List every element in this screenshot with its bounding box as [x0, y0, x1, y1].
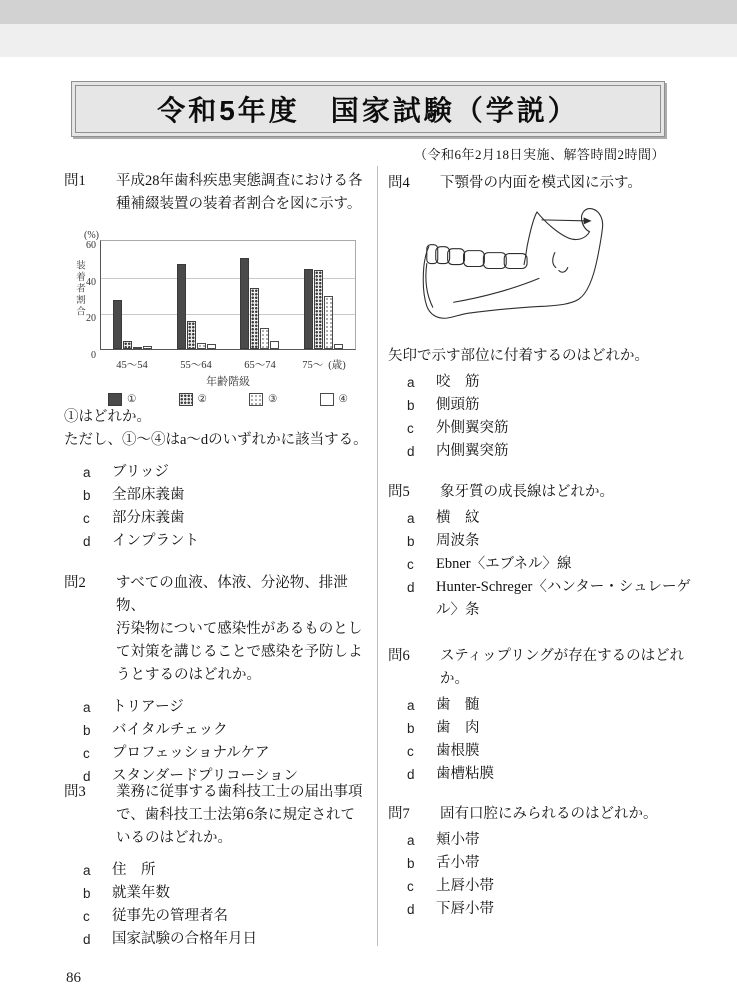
- option-row: [388, 898, 692, 921]
- option-letter: d: [407, 767, 415, 782]
- option-letter: c: [407, 744, 414, 759]
- legend-swatch: [320, 393, 334, 406]
- option-letter: d: [83, 769, 91, 784]
- option-row: [388, 740, 692, 763]
- scan-background-strip-light: [0, 24, 737, 57]
- question-4-stem: 矢印で示す部位に付着するのはどれか。: [388, 348, 649, 364]
- option-letter: b: [407, 534, 415, 549]
- option-row: [64, 530, 372, 553]
- bar-②: [314, 270, 323, 349]
- bar-group: [165, 241, 229, 349]
- question-6-options: [388, 694, 692, 786]
- option-text: スタンダードプリコーション: [112, 768, 299, 784]
- option-row: [64, 719, 372, 742]
- option-letter: a: [407, 833, 415, 848]
- option-letter: a: [83, 700, 91, 715]
- question-7: [388, 803, 692, 921]
- option-text: 国家試験の合格年月日: [112, 931, 257, 947]
- option-letter: b: [83, 886, 91, 901]
- y-tick-label: 20: [86, 313, 96, 325]
- question-3-options: [64, 859, 372, 951]
- legend-swatch: [249, 393, 263, 406]
- legend-swatch: [108, 393, 122, 406]
- bar-group: [292, 241, 356, 349]
- bar-①: [113, 300, 122, 350]
- question-2-body-line: すべての血液、体液、分泌物、排泄物、: [116, 575, 348, 614]
- option-text: 舌小帯: [436, 855, 480, 871]
- question-6-label: 問6: [388, 648, 410, 664]
- bar-group: [228, 241, 292, 349]
- option-letter: b: [83, 488, 91, 503]
- option-text: 歯 肉: [436, 720, 480, 736]
- x-tick-label: 65〜74: [244, 360, 276, 371]
- question-3-label: 問3: [64, 784, 86, 800]
- bar-group: [101, 241, 165, 349]
- option-row: [388, 530, 692, 553]
- option-letter: d: [407, 444, 415, 459]
- column-divider: [377, 166, 378, 946]
- option-row: [388, 875, 692, 898]
- question-1: [64, 170, 372, 553]
- scan-background-strip-dark: [0, 0, 737, 24]
- legend-item: [108, 388, 136, 411]
- bar-③: [260, 328, 269, 349]
- option-row: [388, 507, 692, 530]
- option-row: [64, 882, 372, 905]
- question-5-label: 問5: [388, 484, 410, 500]
- x-tick-label: 45〜54: [116, 360, 148, 371]
- bar-①: [240, 258, 249, 349]
- question-1-body-line: 平成28年歯科疾患実態調査における各: [116, 173, 363, 189]
- question-2-options: [64, 696, 372, 788]
- title-banner: [71, 81, 665, 137]
- question-4-label: 問4: [388, 175, 410, 191]
- question-4-body-line: 下顎骨の内面を模式図に示す。: [440, 175, 642, 191]
- option-row: [64, 507, 372, 530]
- question-1-options: [64, 461, 372, 553]
- bar-④: [270, 341, 279, 349]
- option-letter: d: [83, 932, 91, 947]
- option-row: [64, 859, 372, 882]
- option-letter: c: [83, 511, 90, 526]
- question-2-body-line: うとするのはどれか。: [116, 667, 261, 683]
- option-text: トリアージ: [112, 699, 184, 715]
- option-letter: b: [407, 721, 415, 736]
- bar-①: [304, 269, 313, 349]
- x-axis-unit: (歳): [328, 360, 346, 371]
- question-4: [388, 172, 692, 463]
- option-text: 頬小帯: [436, 832, 480, 848]
- question-1-stem: ①はどれか。: [64, 409, 151, 425]
- option-row: [388, 576, 692, 622]
- legend-label: ②: [197, 394, 207, 405]
- question-3-body-line: 業務に従事する歯科技工士の届出事項: [116, 784, 363, 800]
- question-6: [388, 645, 692, 786]
- option-letter: b: [407, 856, 415, 871]
- mandible-inner-view-diagram: [396, 201, 674, 335]
- option-row: [388, 440, 692, 463]
- option-text: Ebner〈エブネル〉線: [436, 556, 572, 572]
- question-5: [388, 481, 692, 622]
- x-tick-label: 55〜64: [180, 360, 212, 371]
- question-7-label: 問7: [388, 806, 410, 822]
- option-row: [388, 829, 692, 852]
- option-letter: c: [407, 557, 414, 572]
- option-letter: a: [83, 465, 91, 480]
- question-5-options: [388, 507, 692, 622]
- question-1-note: ただし、①〜④はa〜dのいずれかに該当する。: [64, 432, 368, 448]
- question-7-body-line: 固有口腔にみられるのはどれか。: [440, 806, 658, 822]
- option-row: [64, 742, 372, 765]
- option-row: [64, 905, 372, 928]
- option-row: [388, 717, 692, 740]
- question-4-options: [388, 371, 692, 463]
- option-letter: c: [83, 746, 90, 761]
- option-text: 住 所: [112, 862, 156, 878]
- option-row: [388, 394, 692, 417]
- question-5-body-line: 象牙質の成長線はどれか。: [440, 484, 614, 500]
- bar-④: [143, 346, 152, 349]
- question-3-body-line: で、歯科技工士法第6条に規定されて: [116, 807, 355, 823]
- option-row: [388, 371, 692, 394]
- chart-y-axis-label: 装着者割合: [74, 260, 84, 318]
- option-text: インプラント: [112, 533, 199, 549]
- y-tick-label: 60: [86, 240, 96, 251]
- option-text: 側頭筋: [436, 397, 480, 413]
- bar-④: [207, 344, 216, 350]
- question-6-body-line: スティップリングが存在するのはどれか。: [440, 648, 685, 687]
- question-2-body-line: て対策を講じることで感染を予防しよ: [116, 644, 363, 660]
- option-letter: d: [407, 580, 415, 595]
- option-text: 歯根膜: [436, 743, 480, 759]
- option-letter: c: [83, 909, 90, 924]
- option-row: [64, 928, 372, 951]
- y-tick-label: 40: [86, 276, 96, 288]
- bar-④: [334, 344, 343, 350]
- option-row: [388, 694, 692, 717]
- option-letter: a: [407, 698, 415, 713]
- option-text: 内側翼突筋: [436, 443, 509, 459]
- option-text: プロフェッショナルケア: [112, 745, 270, 761]
- question-3: [64, 781, 372, 951]
- option-letter: c: [407, 421, 414, 436]
- legend-label: ①: [127, 394, 137, 405]
- exam-date-note: （令和6年2月18日実施、解答時間2時間）: [413, 147, 665, 162]
- bar-③: [324, 296, 333, 349]
- question-1-body-line: 種補綴装置の装着者割合を図に示す。: [116, 196, 362, 212]
- chart-unit-label: (%): [84, 230, 99, 241]
- option-text: 上唇小帯: [436, 878, 494, 894]
- option-text: 就業年数: [112, 885, 170, 901]
- option-letter: a: [407, 511, 415, 526]
- option-row: [388, 553, 692, 576]
- option-text: 周波条: [436, 533, 480, 549]
- prosthesis-wearer-bar-chart: [64, 224, 364, 405]
- question-2-body-line: 汚染物について感染性があるものとし: [116, 621, 363, 637]
- option-letter: d: [83, 534, 91, 549]
- option-row: [388, 763, 692, 786]
- option-text: 部分床義歯: [112, 510, 185, 526]
- bar-③: [197, 343, 206, 349]
- option-letter: a: [407, 375, 415, 390]
- option-row: [64, 484, 372, 507]
- legend-item: [179, 388, 207, 411]
- bar-①: [177, 264, 186, 349]
- option-text: 歯 髄: [436, 697, 480, 713]
- title-banner-inner: [75, 85, 661, 133]
- option-text: 横 紋: [436, 510, 480, 526]
- option-letter: b: [407, 398, 415, 413]
- option-text: ブリッジ: [112, 464, 169, 480]
- option-letter: b: [83, 723, 91, 738]
- option-text: 歯槽粘膜: [436, 766, 494, 782]
- bar-②: [250, 288, 259, 349]
- question-2-label: 問2: [64, 575, 86, 591]
- chart-x-axis-label: 年齢階級: [206, 376, 250, 388]
- option-text: 咬 筋: [436, 374, 480, 390]
- page-number: 86: [66, 970, 81, 986]
- question-3-body-line: いるのはどれか。: [116, 830, 232, 846]
- bar-②: [123, 341, 132, 349]
- question-2: [64, 572, 372, 788]
- bar-②: [187, 321, 196, 349]
- option-text: 全部床義歯: [112, 487, 185, 503]
- option-text: Hunter-Schreger〈ハンター・シュレーゲル〉条: [436, 579, 691, 618]
- option-row: [64, 461, 372, 484]
- option-text: 従事先の管理者名: [112, 908, 228, 924]
- legend-item: [249, 388, 277, 411]
- x-tick-label: 75〜 (歳): [302, 360, 346, 371]
- legend-swatch: [179, 393, 193, 406]
- page-title: 令和5年度 国家試験（学説）: [157, 95, 579, 126]
- y-tick-label: 0: [91, 350, 96, 361]
- option-text: 外側翼突筋: [436, 420, 509, 436]
- chart-plot: [100, 240, 356, 350]
- option-row: [388, 852, 692, 875]
- legend-label: ③: [268, 394, 278, 405]
- option-letter: d: [407, 902, 415, 917]
- option-letter: c: [407, 879, 414, 894]
- option-row: [388, 417, 692, 440]
- question-7-options: [388, 829, 692, 921]
- option-text: 下唇小帯: [436, 901, 494, 917]
- legend-label: ④: [338, 394, 348, 405]
- mandible-figure: [396, 201, 692, 343]
- question-1-label: 問1: [64, 173, 86, 189]
- option-text: バイタルチェック: [112, 722, 228, 738]
- option-letter: a: [83, 863, 91, 878]
- option-row: [64, 696, 372, 719]
- bar-③: [133, 347, 142, 349]
- legend-item: [320, 388, 348, 411]
- chart-legend: [100, 388, 356, 411]
